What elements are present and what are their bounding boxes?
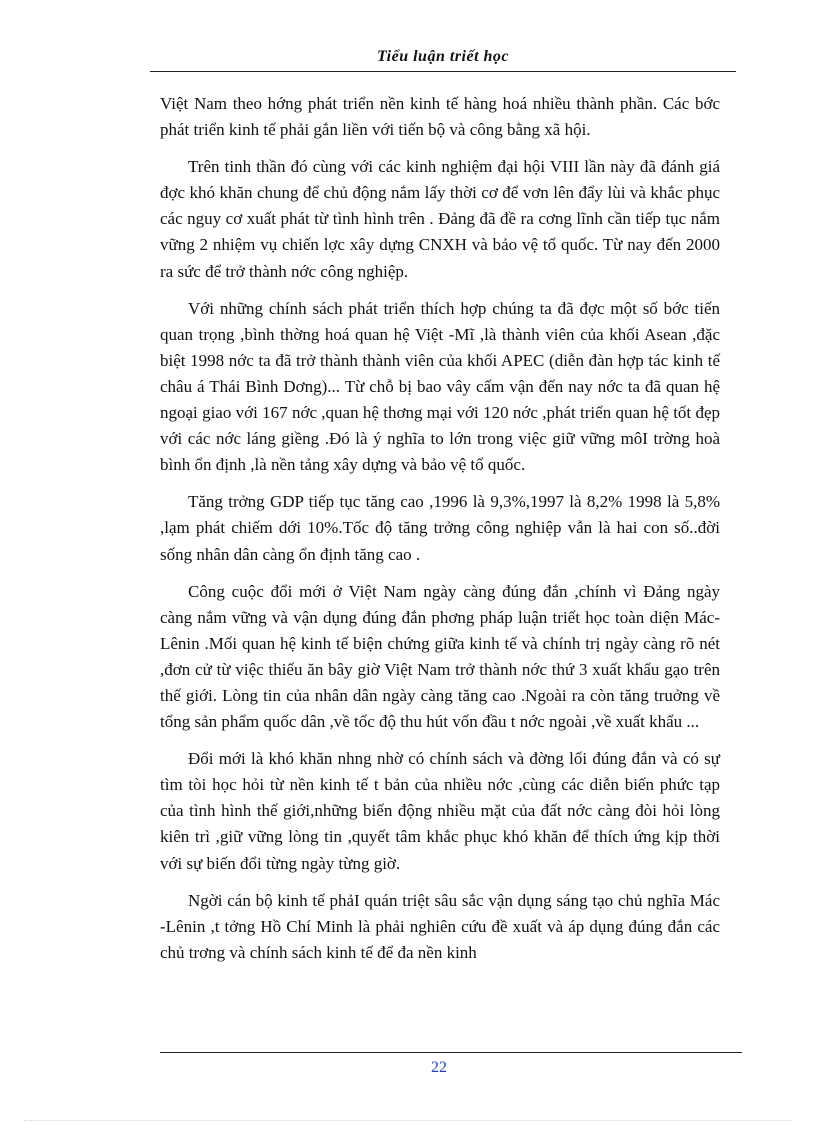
page-number: 22: [431, 1059, 447, 1076]
page-boundary: [24, 1120, 792, 1121]
paragraph-4: Tăng trởng GDP tiếp tục tăng cao ,1996 là 9,3%,1997 là 8,2% 1998 là 5,8% ,lạm phát chiếm dới 10%.Tốc độ tăng trởng công nghiệp vẫn là hai con số..đời sống nhân dân càng ổn định tăng cao .: [160, 492, 720, 564]
paragraph-3: Với những chính sách phát triển thích hợp chúng ta đã đợc một số bớc tiến quan trọng ,bình thờng hoá quan hệ Việt -Mĩ ,là thành viên của khối Asean ,đặc biệt 1998 nớc ta đã trở thành thành viên của khối APEC (diễn đàn hợp tác kinh tế châu á Thái Bình Dơng)... Từ chỗ bị bao vây cấm vận đến nay nớc ta đã quan hệ ngoại giao với 167 nớc ,quan hệ thơng mại với 120 nớc ,phát triển quan hệ tốt đẹp với các nớc láng giềng .Đó là ý nghĩa to lớn trong việc giữ vững môI trờng hoà bình ổn định ,là nền tảng xây dựng và bảo vệ tổ quốc.: [160, 298, 720, 475]
paragraph-6: Đổi mới là khó khăn nhng nhờ có chính sách và đờng lối đúng đắn và có sự tìm tòi học hỏi từ nền kinh tế t bản của nhiều nớc ,cùng các diễn biến phức tạp của tình hình thế giới,những biến động nhiều mặt của đất nớc càng đòi hỏi lòng kiên trì ,giữ vững lòng tin ,quyết tâm khắc phục khó khăn để thích ứng kịp thời với sự biến đổi từng ngày từng giờ.: [160, 749, 720, 873]
paragraph-5: Công cuộc đổi mới ở Việt Nam ngày càng đúng đắn ,chính vì Đảng ngày càng nắm vững và vận dụng đúng đắn phơng pháp luận triết học toàn diện Mác-Lênin .Mối quan hệ kinh tế biện chứng giữa kinh tế và chính trị ngày càng rõ nét ,đơn cử từ việc thiếu ăn bây giờ Việt Nam trở thành nớc thứ 3 xuất khẩu gạo trên thế giới. Lòng tin của nhân dân ngày càng tăng cao .Ngoài ra còn tăng truởng về tổng sản phẩm quốc dân ,về tốc độ thu hút vốn đầu t nớc ngoài ,về xuất khẩu ...: [160, 581, 720, 732]
page-header-title: Tiểu luận triết học: [376, 48, 510, 65]
header-divider: [150, 71, 736, 72]
paragraph-7: Ngời cán bộ kinh tế phảI quán triệt sâu sắc vận dụng sáng tạo chủ nghĩa Mác -Lênin ,t tởng Hồ Chí Minh là phải nghiên cứu đề xuất và áp dụng đúng đắn các chủ trơng và chính sách kinh tế để đa nền kinh: [160, 890, 720, 962]
paragraph-2: Trên tinh thần đó cùng với các kinh nghiệm đại hội VIII lần này đã đánh giá đợc khó khăn chung để chủ động nắm lấy thời cơ để vơn lên đẩy lùi và khắc phục các nguy cơ xuất phát từ tình hình trên . Đảng đã đề ra cơng lĩnh cần tiếp tục nắm vững 2 nhiệm vụ chiến lợc xây dựng CNXH và bảo vệ tổ quốc. Từ nay đến 2000 ra sức để trở thành nớc công nghiệp.: [160, 157, 720, 281]
document-body: [160, 91, 720, 977]
paragraph-1: Việt Nam theo hớng phát triển nền kinh tế hàng hoá nhiều thành phần. Các bớc phát triển kinh tế phải gắn liền với tiến bộ và công bằng xã hội.: [160, 94, 720, 140]
footer-divider: [160, 1052, 742, 1053]
